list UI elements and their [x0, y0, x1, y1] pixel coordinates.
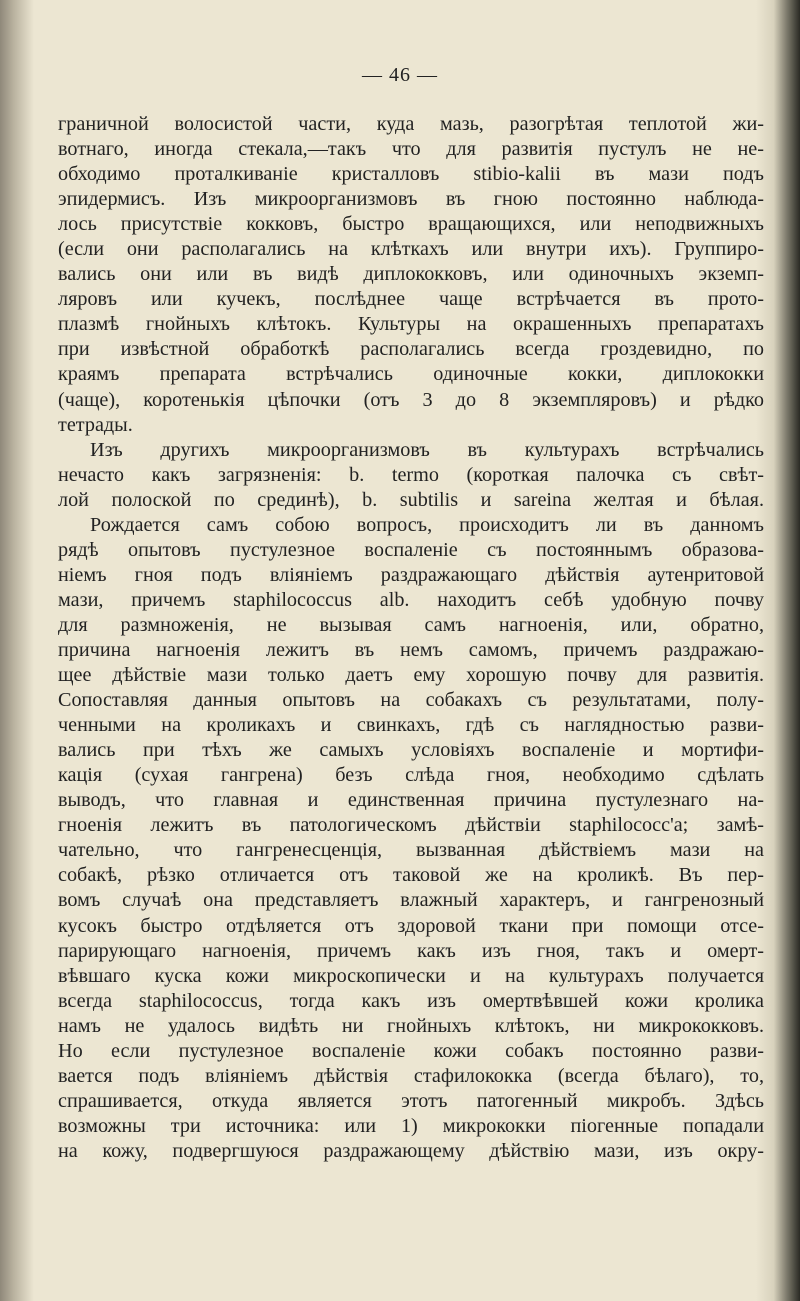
- text-line: возможны три источника: или 1) микрококки піогенные попадали: [58, 1114, 764, 1137]
- text-line: вѣвшаго куска кожи микроскопически и на культурахъ получается: [58, 964, 764, 987]
- text-line: мази, причемъ staphilococcus alb. находитъ себѣ удобную почву: [58, 588, 764, 611]
- text-line: намъ не удалось видѣть ни гнойныхъ клѣтокъ, ни микрококковъ.: [58, 1014, 764, 1037]
- page-binding-shadow: [0, 0, 34, 1301]
- text-line: вались они или въ видѣ диплококковъ, или одиночныхъ экземп-: [58, 263, 764, 286]
- text-line: вается подъ вліяніемъ дѣйствія стафилококка (всегда бѣлаго), то,: [58, 1064, 764, 1087]
- text-line: вомъ случаѣ она представляетъ влажный характеръ, и гангренозный: [58, 889, 764, 912]
- page-number: — 46 —: [362, 64, 438, 86]
- text-line: собакѣ, рѣзко отличается отъ таковой же на кроликѣ. Въ пер-: [58, 864, 764, 887]
- text-line: кусокъ быстро отдѣляется отъ здоровой ткани при помощи отсе-: [58, 914, 764, 937]
- text-line: ченными на кроликахъ и свинкахъ, гдѣ съ наглядностью разви-: [58, 714, 764, 737]
- text-line: спрашивается, откуда является этотъ патогенный микробъ. Здѣсь: [58, 1089, 764, 1112]
- text-line: выводъ, что главная и единственная причина пустулезнаго на-: [58, 789, 764, 812]
- body-text: [58, 112, 764, 1164]
- text-line: на кожу, подвергшуюся раздражающему дѣйствію мази, изъ окру-: [58, 1139, 764, 1162]
- text-line: (если они располагались на клѣткахъ или внутри ихъ). Группиро-: [58, 238, 764, 261]
- text-line: плазмѣ гнойныхъ клѣтокъ. Культуры на окрашенныхъ препаратахъ: [58, 313, 764, 336]
- text-line: вались при тѣхъ же самыхъ условіяхъ воспаленіе и мортифи-: [58, 739, 764, 762]
- text-line: Но если пустулезное воспаленіе кожи собакъ постоянно разви-: [58, 1039, 764, 1062]
- text-line: рядѣ опытовъ пустулезное воспаленіе съ постояннымъ образова-: [58, 538, 764, 561]
- text-line: эпидермисъ. Изъ микроорганизмовъ въ гною постоянно наблюда-: [58, 188, 764, 211]
- text-line: гноенія лежитъ въ патологическомъ дѣйствіи staphilococc'a; замѣ-: [58, 814, 764, 837]
- text-line: (чаще), коротенькія цѣпочки (отъ 3 до 8 экземпляровъ) и рѣдко: [58, 388, 764, 411]
- text-line: краямъ препарата встрѣчались одиночные кокки, диплококки: [58, 363, 764, 386]
- text-line: лось присутствіе кокковъ, быстро вращающихся, или неподвижныхъ: [58, 213, 764, 236]
- text-line: Рождается самъ собою вопросъ, происходитъ ли въ данномъ: [90, 513, 764, 536]
- text-line: обходимо проталкиваніе кристалловъ stibio-kalii въ мази подъ: [58, 163, 764, 186]
- text-line: Изъ другихъ микроорганизмовъ въ культурахъ встрѣчались: [90, 438, 764, 461]
- text-line: граничной волосистой части, куда мазь, разогрѣтая теплотой жи-: [58, 113, 764, 135]
- text-line: при извѣстной обработкѣ располагались всегда гроздевидно, по: [58, 338, 764, 361]
- text-line: лой полоской по срединѣ), b. subtilis и sareina желтая и бѣлая.: [58, 488, 764, 511]
- text-line: Сопоставляя данныя опытовъ на собакахъ съ результатами, полу-: [58, 689, 764, 712]
- text-line: причина нагноенія лежитъ въ немъ самомъ, причемъ раздражаю-: [58, 638, 764, 661]
- text-line: чательно, что гангренесценція, вызванная дѣйствіемъ мази на: [58, 839, 764, 862]
- text-line: ніемъ гноя подъ вліяніемъ раздражающаго дѣйствія аутенритовой: [58, 563, 764, 586]
- text-line: для размноженія, не вызывая самъ нагноенія, или, обратно,: [58, 613, 764, 636]
- text-line: вотнаго, иногда стекала,—такъ что для развитія пустулъ не не-: [58, 138, 764, 161]
- text-line: ляровъ или кучекъ, послѣднее чаще встрѣчается въ прото-: [58, 288, 764, 311]
- text-line: парирующаго нагноенія, причемъ какъ изъ гноя, такъ и омерт-: [58, 939, 764, 962]
- text-line: всегда staphilococcus, тогда какъ изъ омертвѣвшей кожи кролика: [58, 989, 764, 1012]
- text-line: тетрады.: [58, 413, 133, 436]
- text-line: кація (сухая гангрена) безъ слѣда гноя, необходимо сдѣлать: [58, 764, 764, 787]
- text-line: нечасто какъ загрязненія: b. termo (короткая палочка съ свѣт-: [58, 463, 764, 486]
- text-line: щее дѣйствіе мази только даетъ ему хорошую почву для развитія.: [58, 664, 764, 687]
